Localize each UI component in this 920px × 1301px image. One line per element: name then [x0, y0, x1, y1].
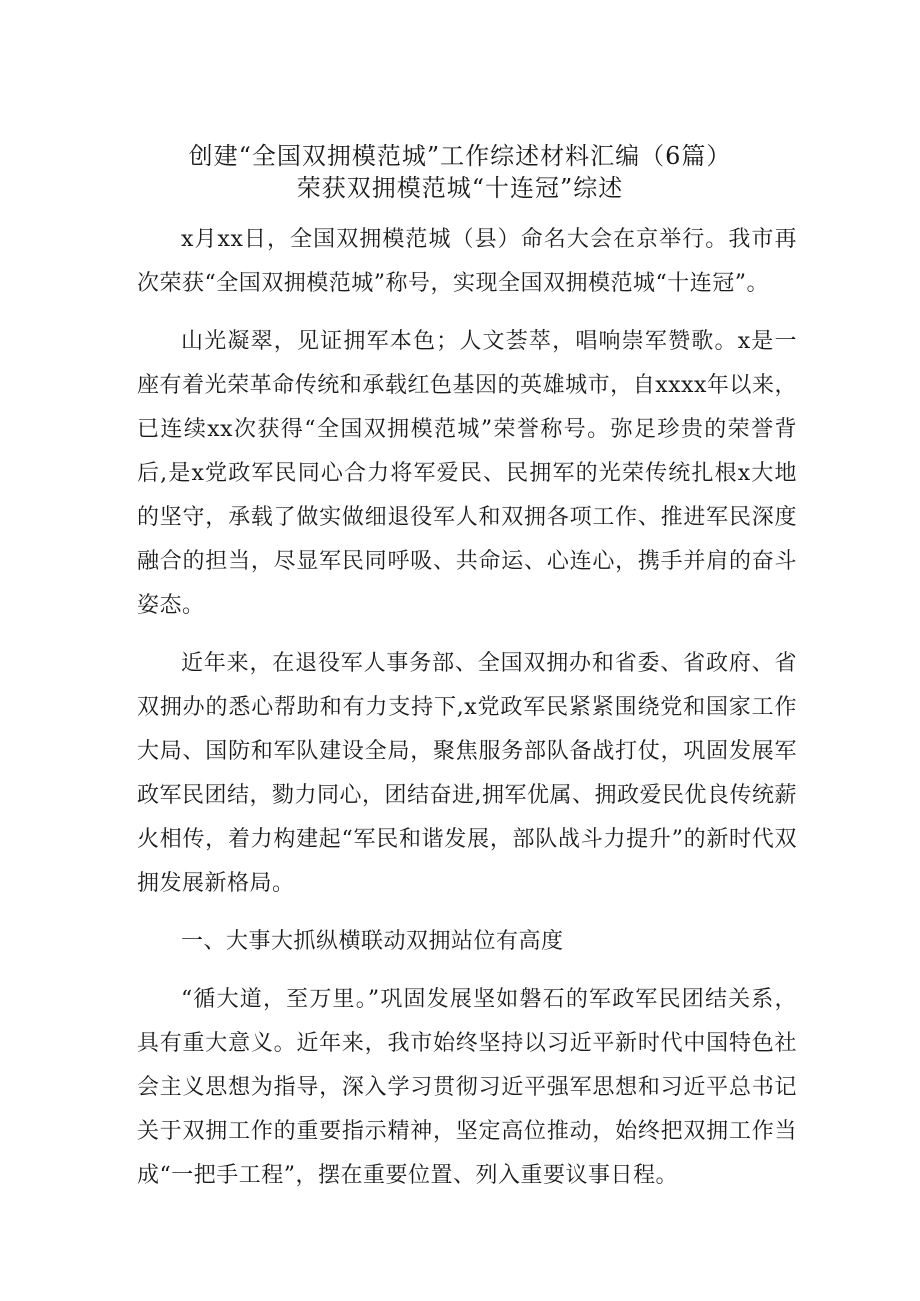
paragraph-3: 近年来，在退役军人事务部、全国双拥办和省委、省政府、省双拥办的悉心帮助和有力支持下,x党政军民紧紧围绕党和国家工作大局、国防和军队建设全局，聚焦服务部队备战打仗，巩固发展军政军民团结，勠力同心，团结奋进,拥军优属、拥政爱民优良传统薪火相传，着力构建起“军民和谐发展，部队战斗力提升”的新时代双拥发展新格局。	[137, 651, 797, 896]
document-body	[137, 218, 797, 1212]
section-heading-1: 一、大事大抓纵横联动双拥站位有高度	[181, 929, 564, 954]
paragraph-1: x月xx日，全国双拥模范城（县）命名大会在京举行。我市再次荣获“全国双拥模范城”称号，实现全国双拥模范城“十连冠”。	[137, 227, 797, 296]
paragraph-2: 山光凝翠，见证拥军本色；人文荟萃，唱响崇军赞歌。x是一座有着光荣革命传统和承载红色基因的英雄城市，自xxxx年以来，已连续xx次获得“全国双拥模范城”荣誉称号。弥足珍贵的荣誉背后,是x党政军民同心合力将军爱民、民拥军的光荣传统扎根x大地的坚守，承载了做实做细退役军人和双拥各项工作、推进军民深度融合的担当，尽显军民同呼吸、共命运、心连心，携手并肩的奋斗姿态。	[137, 329, 797, 618]
title-line-1: 创建“全国双拥模范城”工作综述材料汇编（6篇）	[188, 142, 732, 170]
title-line-2: 荣获双拥模范城“十连冠”综述	[296, 174, 624, 202]
document-title	[110, 140, 810, 204]
section-1-paragraph: “循大道，至万里。”巩固发展坚如磐石的军政军民团结关系，具有重大意义。近年来，我市始终坚持以习近平新时代中国特色社会主义思想为指导，深入学习贯彻习近平强军思想和习近平总书记关于双拥工作的重要指示精神，坚定高位推动，始终把双拥工作当成“一把手工程”，摆在重要位置、列入重要议事日程。	[137, 987, 797, 1188]
